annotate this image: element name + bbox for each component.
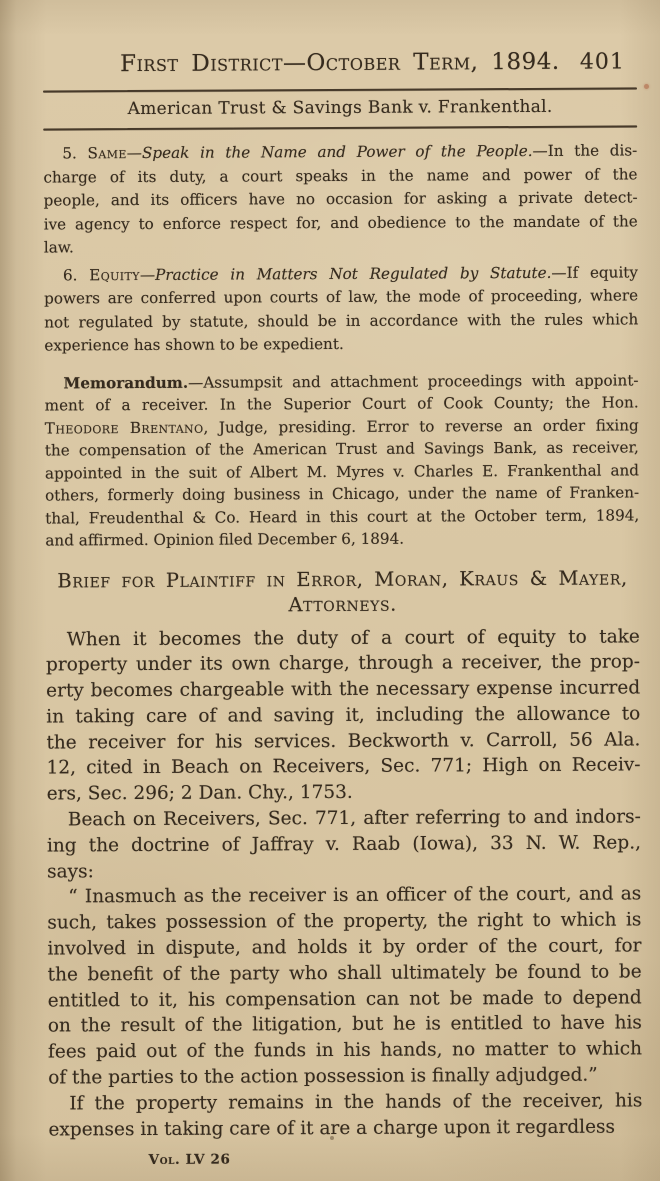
headnote-6 [44,261,638,358]
text-line: Memorandum.—Assumpsit and attachment proceedings with appoint- [63,370,639,392]
text-line: the compensation of the American Trust and Savings Bank, as receiver, [44,438,639,460]
text-line: 6. Equity—Practice in Matters Not Regulated by Statute.—If equity [62,262,639,284]
text-line: “ Inasmuch as the receiver is an officer of the court, and as [68,883,642,908]
text-line: If the property remains in the hands of the receiver, his [69,1090,643,1115]
text-line: appointed in the suit of Albert M. Myres v. Charles E. Frankenthal and [44,460,640,482]
text-line: law. [43,238,74,257]
text-line: people, and its officers have no occasion for asking a private detect- [43,188,638,210]
text-line: 5. Same—Speak in the Name and Power of the People.—In the dis- [62,141,638,163]
text-line: of the parties to the action possession is finally adjudged.” [48,1064,598,1089]
text-line: involved in dispute, and holds it by order of the court, for [47,935,642,960]
volume-label: Vol. LV 26 [148,1151,231,1169]
text-line: charge of its duty, a court speaks in the name and power of the [43,164,638,186]
text-line: such, takes possession of the property, the right to which is [47,909,642,934]
text-line: and affirmed. Opinion filed December 6, 1894. [45,529,405,550]
text-line: ing the doctrine of Jaffray v. Raab (Iowa), 33 N. W. Rep., [46,832,641,857]
text-column [43,139,642,1143]
quoted-passage [47,882,642,1091]
page-number: 401 [579,49,625,75]
text-line: When it becomes the duty of a court of equity to take [66,625,640,650]
text-line: Brief for Plaintiff in Error, Moran, Kraus & Mayer, [57,565,628,592]
page-header [43,48,637,78]
memorandum [44,369,639,552]
text-line: entitled to it, his compensation can not be made to depend [47,987,642,1012]
text-line: Theodore Brentano, Judge, presiding. Error to reverse an order fixing [44,415,639,437]
text-line: Beach on Receivers, Sec. 771, after referring to and indors- [67,806,641,831]
text-line: on the result of the litigation, but he is entitled to have his [47,1012,642,1037]
text-line: says: [47,860,94,883]
text-line: expenses in taking care of it are a charge upon it regardless [48,1116,616,1141]
text-line: thal, Freudenthal & Co. Heard in this court at the October term, 1894, [45,505,640,527]
text-line: the benefit of the party who shall ultimately be found to be [47,961,642,986]
text-line: fees paid out of the funds in his hands, no matter to which [47,1038,643,1063]
text-line: Attorneys. [288,592,398,616]
text-line: erty becomes chargeable with the necessary expense incurred [46,677,641,702]
text-line: 12, cited in Beach on Receivers, Sec. 771; High on Receiv- [46,754,641,779]
text-line: the receiver for his services. Beckworth v. Carroll, 56 Ala. [46,729,641,754]
header-title: First District—October Term, 1894. [120,48,560,78]
brief-paragraph-3 [48,1088,642,1143]
text-line: others, formerly doing business in Chicago, under the name of Franken- [45,483,640,505]
text-line: ment of a receiver. In the Superior Court of Cook County; the Hon. [44,393,639,415]
text-line: property under its own charge, through a receiver, the prop- [45,651,641,676]
text-line: not regulated by statute, should be in accordance with the rules which [44,309,639,331]
brief-paragraph-2 [47,804,641,884]
header-rule-top [43,87,637,92]
text-line: powers are conferred upon courts of law, the mode of proceeding, where [44,286,639,308]
header-rule-bottom [43,125,637,130]
running-head: American Trust & Savings Bank v. Frankenthal. [127,96,553,120]
text-line: ive agency to enforce respect for, and obedience to the mandate of the [43,211,638,233]
brief-paragraph-1 [46,624,641,808]
text-line: in taking care of and saving it, including the allowance to [46,703,641,728]
headnote-5 [43,139,638,260]
brief-attorneys-heading [45,565,639,618]
text-line: ers, Sec. 296; 2 Dan. Chy., 1753. [46,782,353,805]
text-line: experience has shown to be expedient. [44,334,344,355]
